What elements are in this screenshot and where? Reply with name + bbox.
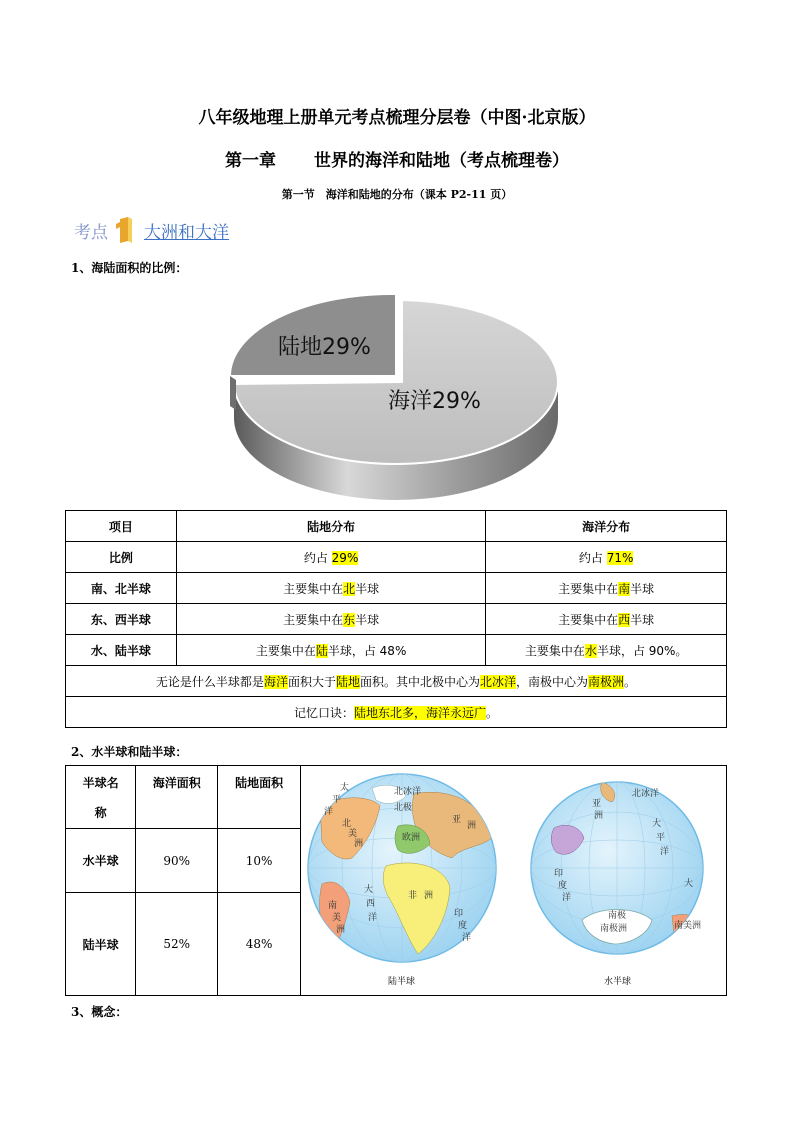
globe-label: 印 bbox=[454, 909, 464, 919]
globe-label: 印 bbox=[554, 869, 564, 879]
land-value: 10% bbox=[218, 829, 301, 893]
chapter-title: 世界的海洋和陆地（考点梳理卷） bbox=[314, 151, 569, 171]
pie-slice-land-side bbox=[230, 376, 236, 410]
summary-cell: 无论是什么半球都是海洋面积大于陆地面积。其中北极中心为北冰洋，南极中心为南极洲。 bbox=[66, 666, 727, 697]
globe-label: 太 bbox=[340, 783, 350, 793]
highlight: 北冰洋 bbox=[480, 674, 517, 689]
chapter-number: 第一章 bbox=[225, 151, 276, 171]
header-land: 陆地分布 bbox=[176, 511, 486, 542]
globe-label: 美 bbox=[332, 913, 342, 923]
row-label: 东、西半球 bbox=[66, 604, 177, 635]
header-ocean-area: 海洋面积 bbox=[136, 766, 218, 829]
globe-label: 洋 bbox=[562, 893, 572, 903]
globe-label: 南极洲 bbox=[600, 924, 628, 934]
globe-label: 洲 bbox=[336, 925, 346, 935]
globe-label: 欧洲 bbox=[402, 833, 421, 843]
globe-label: 南极 bbox=[608, 911, 627, 921]
summary-row bbox=[66, 666, 727, 697]
globe-label: 西 bbox=[366, 899, 376, 909]
water-hemisphere-globe bbox=[531, 782, 704, 987]
highlight: 东 bbox=[343, 612, 356, 627]
header-land-area: 陆地面积 bbox=[218, 766, 301, 829]
ocean-value: 52% bbox=[136, 893, 218, 996]
table-row bbox=[66, 573, 727, 604]
globe-label: 大 bbox=[684, 879, 694, 889]
ocean-cell: 主要集中在西半球 bbox=[486, 604, 727, 635]
table-header-row bbox=[66, 766, 301, 829]
highlight: 71% bbox=[606, 550, 634, 565]
highlight: 水 bbox=[584, 643, 597, 658]
land-value: 48% bbox=[218, 893, 301, 996]
globe-label: 北冰洋 bbox=[632, 789, 660, 799]
globe-label: 南美洲 bbox=[674, 921, 702, 931]
highlight: 海洋 bbox=[263, 674, 288, 689]
highlight: 南 bbox=[618, 581, 631, 596]
globe-label: 洲 bbox=[467, 821, 477, 831]
globe-label: 洲 bbox=[424, 891, 434, 901]
globe-label: 平 bbox=[656, 833, 666, 843]
ocean-cell: 主要集中在水半球，占 90%。 bbox=[486, 635, 727, 666]
table-header-row bbox=[66, 511, 727, 542]
table-row bbox=[66, 604, 727, 635]
mnemonic-row bbox=[66, 697, 727, 728]
kaodian-name[interactable]: 大洲和大洋 bbox=[144, 222, 229, 243]
land-ocean-pie-chart bbox=[226, 288, 566, 504]
globe-label: 亚 bbox=[452, 815, 462, 825]
ocean-value: 90% bbox=[136, 829, 218, 893]
header-ocean: 海洋分布 bbox=[486, 511, 727, 542]
land-cell: 主要集中在陆半球，占 48% bbox=[176, 635, 486, 666]
kaodian-banner bbox=[74, 214, 229, 246]
table-row bbox=[66, 829, 301, 893]
table-row bbox=[66, 635, 727, 666]
section-heading: 第一节 海洋和陆地的分布（课本 P2-11 页） bbox=[281, 188, 513, 201]
kaodian-label: 考点 bbox=[74, 222, 108, 243]
mnemonic-cell: 记忆口诀：陆地东北多，海洋永远广。 bbox=[66, 697, 727, 728]
water-hemisphere-caption: 水半球 bbox=[604, 977, 632, 987]
land-hemisphere-caption: 陆半球 bbox=[388, 977, 416, 987]
globe-label: 洋 bbox=[324, 807, 334, 817]
globe-label: 北 bbox=[342, 819, 352, 829]
globe-label: 南 bbox=[328, 901, 338, 911]
globe-label: 洲 bbox=[354, 839, 364, 849]
header-item: 项目 bbox=[66, 511, 177, 542]
land-cell: 主要集中在东半球 bbox=[176, 604, 486, 635]
hemisphere-globes bbox=[302, 766, 726, 995]
ocean-cell: 主要集中在南半球 bbox=[486, 573, 727, 604]
row-label: 水、陆半球 bbox=[66, 635, 177, 666]
globe-label: 洲 bbox=[594, 811, 604, 821]
document-title: 八年级地理上册单元考点梳理分层卷（中图·北京版） bbox=[198, 108, 596, 128]
highlight: 29% bbox=[331, 550, 359, 565]
highlight: 陆地 bbox=[335, 674, 360, 689]
ocean-cell: 约占 71% bbox=[486, 542, 727, 573]
globe-label: 美 bbox=[348, 829, 358, 839]
row-label: 陆半球 bbox=[66, 893, 136, 996]
globe-label: 非 bbox=[408, 891, 418, 901]
globe-label: 亚 bbox=[592, 799, 602, 809]
number-one-icon bbox=[116, 216, 134, 244]
globe-label: 北极 bbox=[394, 803, 413, 813]
land-ocean-distribution-table bbox=[65, 510, 727, 728]
row-label: 南、北半球 bbox=[66, 573, 177, 604]
globe-label: 大 bbox=[364, 885, 374, 895]
highlight: 北 bbox=[343, 581, 356, 596]
hemisphere-table bbox=[66, 766, 301, 996]
header-hemisphere-name: 半球名 称 bbox=[66, 766, 136, 829]
globe-label: 洋 bbox=[462, 933, 472, 943]
kaodian-number-badge bbox=[116, 216, 134, 244]
chapter-heading bbox=[0, 146, 794, 171]
globe-label: 北冰洋 bbox=[394, 787, 422, 797]
highlight: 陆地东北多，海洋永远广 bbox=[353, 705, 486, 720]
pie-label-land: 陆地29% bbox=[278, 335, 371, 360]
item-2-heading: 2、水半球和陆半球： bbox=[71, 745, 188, 759]
row-label: 比例 bbox=[66, 542, 177, 573]
globe-label: 度 bbox=[558, 881, 568, 891]
globe-label: 度 bbox=[458, 921, 468, 931]
hemisphere-table-box bbox=[65, 765, 727, 996]
land-hemisphere-globe bbox=[308, 774, 496, 987]
row-label: 水半球 bbox=[66, 829, 136, 893]
land-cell: 主要集中在北半球 bbox=[176, 573, 486, 604]
highlight: 陆 bbox=[315, 643, 328, 658]
land-cell: 约占 29% bbox=[176, 542, 486, 573]
globe-label: 大 bbox=[652, 819, 662, 829]
globe-label: 平 bbox=[332, 795, 342, 805]
table-row bbox=[66, 542, 727, 573]
highlight: 西 bbox=[618, 612, 631, 627]
highlight: 南极洲 bbox=[588, 674, 625, 689]
globe-label: 洋 bbox=[660, 847, 670, 857]
pie-label-ocean: 海洋29% bbox=[388, 389, 481, 414]
item-3-heading: 3、概念： bbox=[71, 1005, 128, 1019]
globe-label: 洋 bbox=[368, 913, 378, 923]
table-row bbox=[66, 893, 301, 996]
item-1-heading: 1、海陆面积的比例： bbox=[71, 261, 188, 275]
